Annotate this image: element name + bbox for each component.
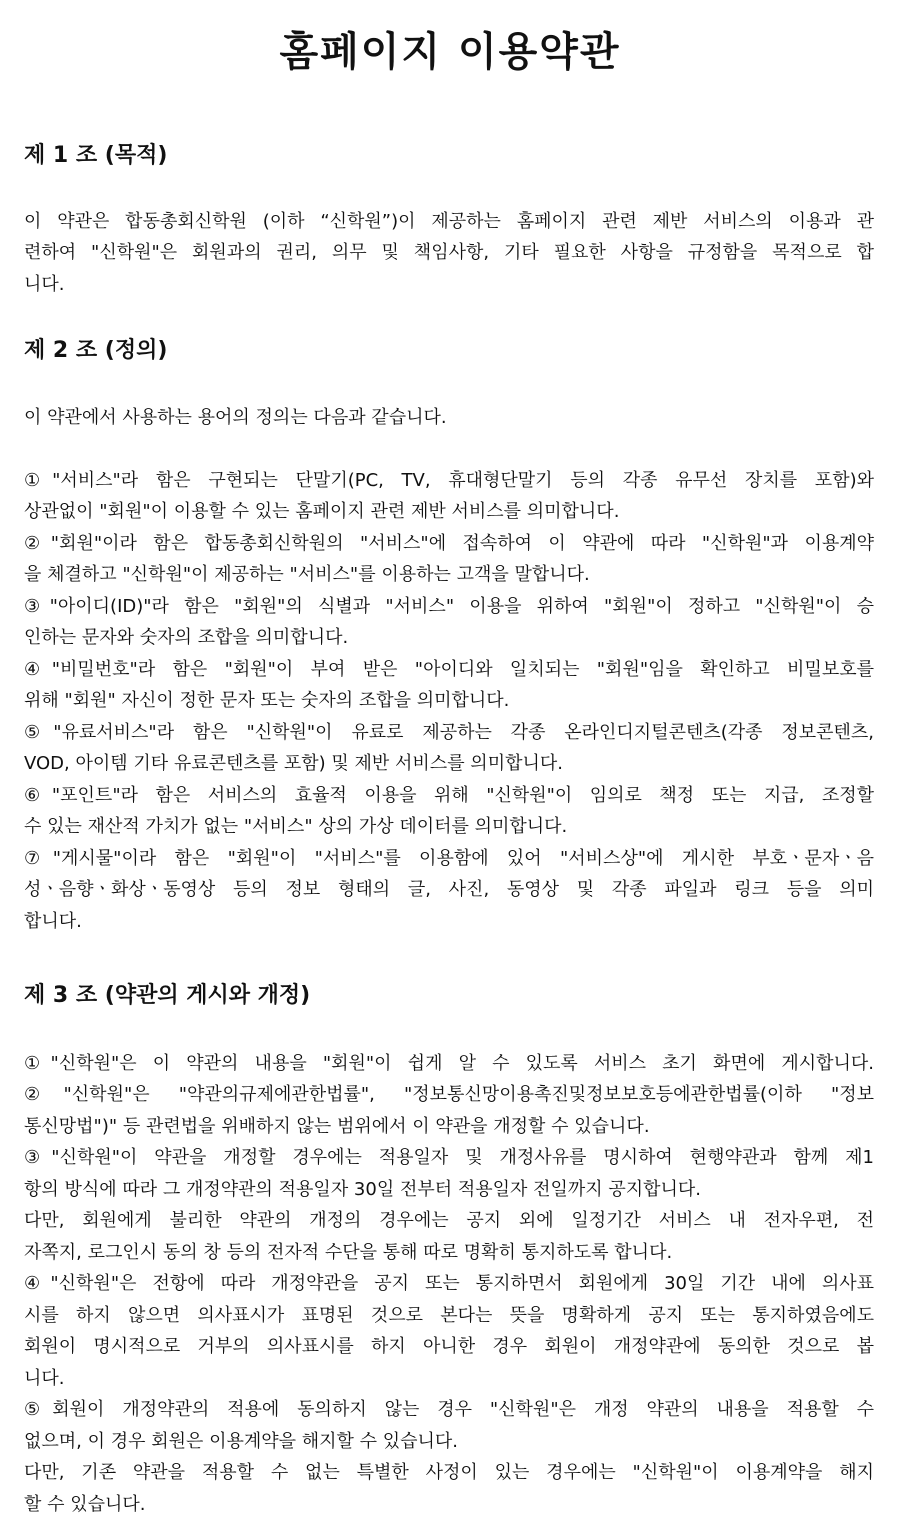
definition-2-line-2: 을 체결하고 "신학원"이 제공하는 "서비스"를 이용하는 고객을 말합니다.	[24, 564, 590, 585]
article-1-line-3: 니다.	[24, 274, 65, 295]
definition-5-line-2: VOD, 아이템 기타 유료콘텐츠를 포함) 및 제반 서비스를 의미합니다.	[24, 753, 563, 774]
page-title: 홈페이지 이용약관	[279, 29, 621, 75]
article-3-line-13: 없으며, 이 경우 회원은 이용계약을 해지할 수 있습니다.	[24, 1431, 459, 1452]
definition-6-line-1: ⑥"포인트"라 함은 서비스의 효율적 이용을 위해 "신학원"이 임의로 책정 또는 지급, 조정할	[24, 785, 874, 806]
article-3-line-5: 항의 방식에 따라 그 개정약관의 적용일자 30일 전부터 적용일자 전일까지 공지합니다.	[24, 1179, 702, 1200]
article-3-line-9: 시를 하지 않으면 의사표시가 표명된 것으로 본다는 뜻을 명확하게 공지 또는 통지하였음에도	[24, 1305, 874, 1326]
article-3-heading: 제 3 조 (약관의 게시와 개정)	[24, 983, 311, 1008]
definition-7-line-1: ⑦"게시물"이라 함은 "회원"이 "서비스"를 이용함에 있어 "서비스상"에 게시한 부호ㆍ문자ㆍ음	[24, 848, 874, 869]
definition-7-line-2: 성ㆍ음향ㆍ화상ㆍ동영상 등의 정보 형태의 글, 사진, 동영상 및 각종 파일과 링크 등을 의미	[24, 879, 874, 900]
article-3-line-14: 다만, 기존 약관을 적용할 수 없는 특별한 사정이 있는 경우에는 "신학원"이 이용계약을 해지	[24, 1462, 874, 1483]
article-1-line-2: 련하여 "신학원"은 회원과의 권리, 의무 및 책임사항, 기타 필요한 사항을 규정함을 목적으로 합	[24, 242, 874, 263]
definition-3-line-1: ③"아이디(ID)"라 함은 "회원"의 식별과 "서비스" 이용을 위하여 "회원"이 정하고 "신학원"이 승	[24, 596, 874, 617]
article-3-line-11: 니다.	[24, 1368, 65, 1389]
definition-1-line-1: ①"서비스"라 함은 구현되는 단말기(PC, TV, 휴대형단말기 등의 각종 유무선 장치를 포함)와	[24, 470, 874, 491]
article-3-line-6: 다만, 회원에게 불리한 약관의 개정의 경우에는 공지 외에 일정기간 서비스 내 전자우편, 전	[24, 1210, 874, 1231]
definition-3-line-2: 인하는 문자와 숫자의 조합을 의미합니다.	[24, 627, 349, 648]
definition-6-line-2: 수 있는 재산적 가치가 없는 "서비스" 상의 가상 데이터를 의미합니다.	[24, 816, 568, 837]
article-3-line-7: 자쪽지, 로그인시 동의 창 등의 전자적 수단을 통해 따로 명확히 통지하도록 합니다.	[24, 1242, 673, 1263]
definition-7-line-3: 합니다.	[24, 911, 82, 932]
article-3-line-3: 통신망법")" 등 관련법을 위배하지 않는 범위에서 이 약관을 개정할 수 있습니다.	[24, 1116, 650, 1137]
article-3-line-1: ①"신학원"은 이 약관의 내용을 "회원"이 쉽게 알 수 있도록 서비스 초기 화면에 게시합니다.	[24, 1053, 874, 1074]
article-3-line-2: ②"신학원"은 "약관의규제에관한법률", "정보통신망이용촉진및정보보호등에관한법률(이하 "정보	[24, 1084, 874, 1105]
definition-5-line-1: ⑤"유료서비스"라 함은 "신학원"이 유료로 제공하는 각종 온라인디지털콘텐츠(각종 정보콘텐츠,	[24, 722, 874, 743]
article-2-heading: 제 2 조 (정의)	[24, 338, 168, 363]
definition-1-line-2: 상관없이 "회원"이 이용할 수 있는 홈페이지 관련 제반 서비스를 의미합니다.	[24, 501, 620, 522]
article-3-line-12: ⑤회원이 개정약관의 적용에 동의하지 않는 경우 "신학원"은 개정 약관의 내용을 적용할 수	[24, 1399, 874, 1420]
definition-2-line-1: ②"회원"이라 함은 합동총회신학원의 "서비스"에 접속하여 이 약관에 따라 "신학원"과 이용계약	[24, 533, 874, 554]
definition-4-line-1: ④"비밀번호"라 함은 "회원"이 부여 받은 "아이디와 일치되는 "회원"임을 확인하고 비밀보호를	[24, 659, 874, 680]
article-3-line-8: ④"신학원"은 전항에 따라 개정약관을 공지 또는 통지하면서 회원에게 30일 기간 내에 의사표	[24, 1273, 874, 1294]
article-1-heading: 제 1 조 (목적)	[24, 143, 168, 168]
definition-4-line-2: 위해 "회원" 자신이 정한 문자 또는 숫자의 조합을 의미합니다.	[24, 690, 510, 711]
article-1-line-1: 이 약관은 합동총회신학원 (이하 “신학원”)이 제공하는 홈페이지 관련 제반 서비스의 이용과 관	[24, 211, 874, 232]
article-3-line-15: 할 수 있습니다.	[24, 1494, 146, 1515]
article-3-line-4: ③"신학원"이 약관을 개정할 경우에는 적용일자 및 개정사유를 명시하여 현행약관과 함께 제1	[24, 1147, 874, 1168]
article-2-intro: 이 약관에서 사용하는 용어의 정의는 다음과 같습니다.	[24, 407, 447, 428]
article-3-line-10: 회원이 명시적으로 거부의 의사표시를 하지 아니한 경우 회원이 개정약관에 동의한 것으로 봅	[24, 1336, 874, 1357]
